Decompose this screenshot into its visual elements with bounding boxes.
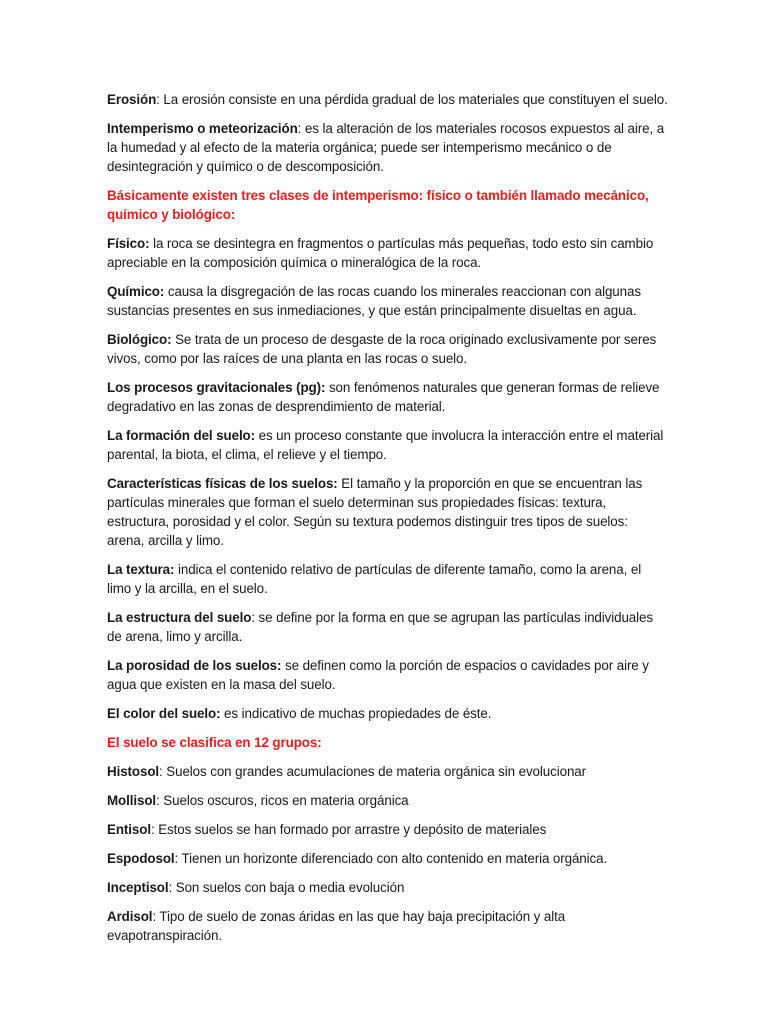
paragraph-entisol [107,820,668,839]
paragraph-histosol [107,762,668,781]
paragraph-quimico [107,282,668,320]
paragraph-textura [107,560,668,598]
definition-text: : Suelos con grandes acumulaciones de materia orgánica sin evolucionar [159,764,586,779]
definition-text: es un proceso constante que involucra la interacción entre el material parental, la biota, el clima, el relieve y el tiempo. [107,428,664,462]
definition-text: : Suelos oscuros, ricos en materia orgánica [156,793,409,808]
definition-text: El tamaño y la proporción en que se encuentran las partículas minerales que forman el suelo determinan sus propiedades físicas: textura, estructura, porosidad y el color. Según su textura podemos distinguir tres tipos de suelos: arena, arcilla y limo. [107,476,643,548]
paragraph-formacion-suelo [107,426,668,464]
definition-text: la roca se desintegra en fragmentos o partículas más pequeñas, todo esto sin cambio apreciable en la composición química o mineralógica de la roca. [107,236,654,270]
term-label: Físico: [107,236,150,251]
term-label: Ardisol [107,909,153,924]
paragraph-erosion [107,90,668,109]
section-heading-soil-groups: El suelo se clasifica en 12 grupos: [107,735,322,750]
term-label: Erosión [107,92,157,107]
paragraph-porosidad [107,656,668,694]
paragraph-color [107,704,668,723]
definition-text: : Son suelos con baja o media evolución [168,880,405,895]
definition-text: : se define por la forma en que se agrupan las partículas individuales de arena, limo y arcilla. [107,610,653,644]
definition-text: indica el contenido relativo de partículas de diferente tamaño, como la arena, el limo y la arcilla, en el suelo. [107,562,642,596]
paragraph-fisico [107,234,668,272]
term-label: Entisol [107,822,151,837]
term-label: El color del suelo: [107,706,221,721]
definition-text: causa la disgregación de las rocas cuando los minerales reaccionan con algunas sustancias presentes en sus inmediaciones, y que están principalmente disueltas en agua. [107,284,641,318]
paragraph-ardisol [107,907,668,945]
definition-text: se definen como la porción de espacios o cavidades por aire y agua que existen en la masa del suelo. [107,658,649,692]
paragraph-mollisol [107,791,668,810]
paragraph-espodosol [107,849,668,868]
definition-text: : Estos suelos se han formado por arrastre y depósito de materiales [150,822,547,837]
term-label: Intemperismo o meteorización [107,121,298,136]
term-label: La estructura del suelo [107,610,252,625]
definition-text: : Tipo de suelo de zonas áridas en las que hay baja precipitación y alta evapotranspiración. [107,909,566,943]
paragraph-intemperismo [107,119,668,176]
paragraph-caracteristicas-fisicas [107,474,668,550]
paragraph-inceptisol [107,878,668,897]
paragraph-estructura [107,608,668,646]
definition-text: : La erosión consiste en una pérdida gradual de los materiales que constituyen el suelo. [156,92,668,107]
section-heading-intemperismo-types: Básicamente existen tres clases de intemperismo: físico o también llamado mecánico, químico y biológico: [107,188,649,222]
term-label: La formación del suelo: [107,428,255,443]
term-label: Espodosol [107,851,175,866]
definition-text: es indicativo de muchas propiedades de éste. [220,706,492,721]
term-label: Mollisol [107,793,157,808]
term-label: Biológico: [107,332,172,347]
definition-text: son fenómenos naturales que generan formas de relieve degradativo en las zonas de desprendimiento de material. [107,380,660,414]
term-label: Características físicas de los suelos: [107,476,338,491]
term-label: Químico: [107,284,165,299]
term-label: Histosol [107,764,160,779]
term-label: La textura: [107,562,175,577]
definition-text: : es la alteración de los materiales rocosos expuestos al aire, a la humedad y al efecto de la materia orgánica; puede ser intemperismo mecánico o de desintegración y químico o de descomposición. [107,121,665,174]
definition-text: Se trata de un proceso de desgaste de la roca originado exclusivamente por seres vivos, como por las raíces de una planta en las rocas o suelo. [107,332,657,366]
term-label: Inceptisol [107,880,169,895]
definition-text: : Tienen un horizonte diferenciado con alto contenido en materia orgánica. [174,851,608,866]
paragraph-biologico [107,330,668,368]
term-label: La porosidad de los suelos: [107,658,282,673]
term-label: Los procesos gravitacionales (pg): [107,380,326,395]
paragraph-procesos-gravitacionales [107,378,668,416]
